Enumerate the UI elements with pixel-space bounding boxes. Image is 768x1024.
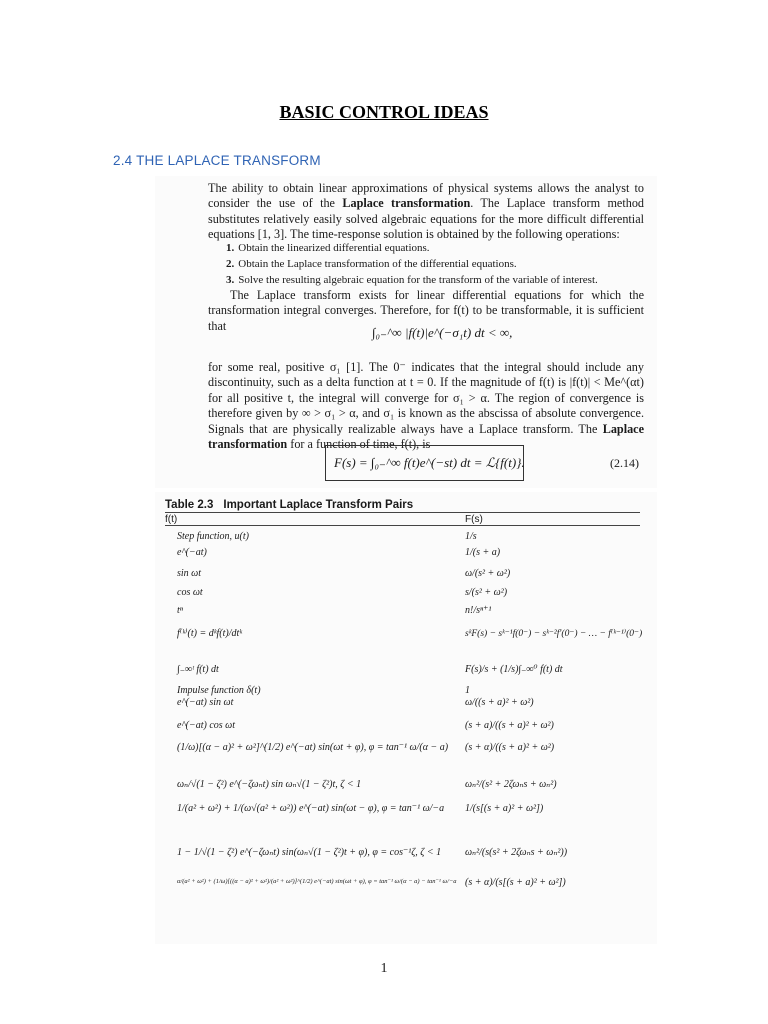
section-heading: 2.4 THE LAPLACE TRANSFORM bbox=[113, 153, 321, 168]
laplace-transform-cell: sᵏF(s) − sᵏ⁻¹f(0⁻) − sᵏ⁻²f′(0⁻) − … − f⁽ᵏ⁻¹⁾(0⁻) bbox=[465, 629, 643, 639]
laplace-transform-cell: ωₙ²/(s² + 2ζωₙs + ωₙ²) bbox=[465, 779, 557, 790]
laplace-transform-cell: 1/(s + a) bbox=[465, 547, 501, 558]
time-function-cell: e^(−at) bbox=[177, 547, 207, 558]
laplace-definition-equation: F(s) = ∫₀₋^∞ f(t)e^(−st) dt = ℒ{f(t)}. bbox=[334, 455, 525, 470]
time-function-cell: e^(−at) cos ωt bbox=[177, 720, 236, 731]
intro-text-a: The ability to obtain linear approximations of physical systems allows the analyst to consider the use of the bbox=[208, 181, 644, 211]
time-function-cell: f⁽ᵏ⁾(t) = dᵏf(t)/dtᵏ bbox=[177, 628, 243, 639]
intro-text-b: . The Laplace transform method substitutes relatively easily solved algebraic equations for the more difficult differential equations [1, 3]. The time-response solution is obtained by the following operations: bbox=[208, 196, 645, 242]
intro-bold-term: Laplace transformation bbox=[342, 196, 471, 211]
abscissa-bold-term: Laplace transformation bbox=[208, 421, 644, 452]
laplace-transform-cell: 1 bbox=[465, 685, 470, 696]
laplace-transform-cell: ω/(s² + ω²) bbox=[465, 568, 511, 579]
list-item-number: 2. bbox=[226, 258, 235, 270]
column-header-F: F(s) bbox=[465, 514, 483, 525]
equation-number: (2.14) bbox=[610, 456, 639, 470]
time-function-cell: cos ωt bbox=[177, 587, 203, 598]
laplace-transform-cell: F(s)/s + (1/s)∫₋∞⁰ f(t) dt bbox=[465, 664, 563, 675]
table-title: Important Laplace Transform Pairs bbox=[223, 499, 414, 511]
time-function-cell: e^(−at) sin ωt bbox=[177, 697, 234, 708]
convergence-paragraph: The Laplace transform exists for linear differential equations for which the transformation integral converges. Therefore, for f(t) to be transformable, it is sufficient that bbox=[208, 288, 644, 333]
table-header-rule bbox=[165, 525, 640, 526]
list-item-text: Obtain the linearized differential equations. bbox=[238, 242, 430, 254]
laplace-transform-cell: ωₙ²/(s(s² + 2ζωₙs + ωₙ²)) bbox=[465, 847, 568, 858]
table-caption bbox=[165, 499, 423, 511]
laplace-transform-cell: n!/sⁿ⁺¹ bbox=[465, 605, 492, 616]
laplace-transform-cell: s/(s² + ω²) bbox=[465, 587, 508, 598]
time-function-cell: 1/(a² + ω²) + 1/(ω√(a² + ω²)) e^(−at) sin(ωt − φ), φ = tan⁻¹ ω/−a bbox=[177, 803, 445, 814]
abscissa-text-a: for some real, positive σ₁ [1]. The 0⁻ indicates that the integral should include any discontinuity, such as a delta function at t = 0. If the magnitude of f(t) is |f(t)| < Me^(αt) for all positive t, the integral will converge for σ₁ > α. The region of convergence is therefore given by ∞ > σ₁ > α, and σ₁ is known as the abscissa of absolute convergence. Signals that are physically realizable always have a Laplace transform. The bbox=[208, 360, 644, 436]
laplace-transform-cell: (s + a)/((s + a)² + ω²) bbox=[465, 720, 554, 731]
list-item-number: 1. bbox=[226, 242, 235, 254]
time-function-cell: ωₙ/√(1 − ζ²) e^(−ζωₙt) sin ωₙ√(1 − ζ²)t, ζ < 1 bbox=[177, 779, 362, 790]
laplace-transform-cell: ω/((s + a)² + ω²) bbox=[465, 697, 534, 708]
page-title: BASIC CONTROL IDEAS bbox=[279, 102, 489, 122]
abscissa-paragraph bbox=[208, 360, 644, 452]
time-function-cell: tⁿ bbox=[177, 605, 183, 616]
column-header-f: f(t) bbox=[165, 514, 178, 525]
laplace-definition-box bbox=[325, 445, 524, 481]
time-function-cell: sin ωt bbox=[177, 568, 202, 579]
time-function-cell: Impulse function δ(t) bbox=[177, 685, 261, 696]
laplace-transform-cell: 1/s bbox=[465, 531, 477, 542]
convergence-equation: ∫₀₋^∞ |f(t)|e^(−σ₁t) dt < ∞, bbox=[372, 325, 513, 340]
laplace-transform-cell: (s + α)/((s + a)² + ω²) bbox=[465, 742, 555, 753]
laplace-transform-cell: 1/(s[(s + a)² + ω²]) bbox=[465, 803, 544, 814]
time-function-cell: Step function, u(t) bbox=[177, 531, 249, 542]
list-item-number: 3. bbox=[226, 274, 235, 286]
page-number: 1 bbox=[380, 961, 388, 976]
list-item bbox=[226, 256, 598, 272]
laplace-transform-cell: (s + α)/(s[(s + a)² + ω²]) bbox=[465, 877, 566, 888]
list-item bbox=[226, 272, 598, 288]
time-function-cell: ∫₋∞ᵗ f(t) dt bbox=[177, 664, 219, 675]
intro-paragraph bbox=[208, 181, 644, 243]
time-function-cell: α/(a² + ω²) + (1/ω)[((α − a)² + ω²)/(a² + ω²)]^(1/2) e^(−at) sin(ωt + φ), φ = tan⁻¹ ω/(α − a) − tan⁻¹ ω/−a bbox=[177, 878, 457, 885]
table-label: Table 2.3 bbox=[165, 499, 214, 511]
abscissa-text-b: for a function of time, f(t), is bbox=[287, 437, 431, 452]
operations-list bbox=[226, 240, 598, 288]
list-item-text: Obtain the Laplace transformation of the differential equations. bbox=[238, 258, 517, 270]
time-function-cell: (1/ω)[(α − a)² + ω²]^(1/2) e^(−at) sin(ωt + φ), φ = tan⁻¹ ω/(α − a) bbox=[177, 742, 449, 753]
time-function-cell: 1 − 1/√(1 − ζ²) e^(−ζωₙt) sin(ωₙ√(1 − ζ²)t + φ), φ = cos⁻¹ζ, ζ < 1 bbox=[177, 847, 442, 858]
list-item-text: Solve the resulting algebraic equation for the transform of the variable of interest. bbox=[238, 274, 598, 286]
table-top-rule bbox=[165, 512, 640, 513]
list-item bbox=[226, 240, 598, 256]
